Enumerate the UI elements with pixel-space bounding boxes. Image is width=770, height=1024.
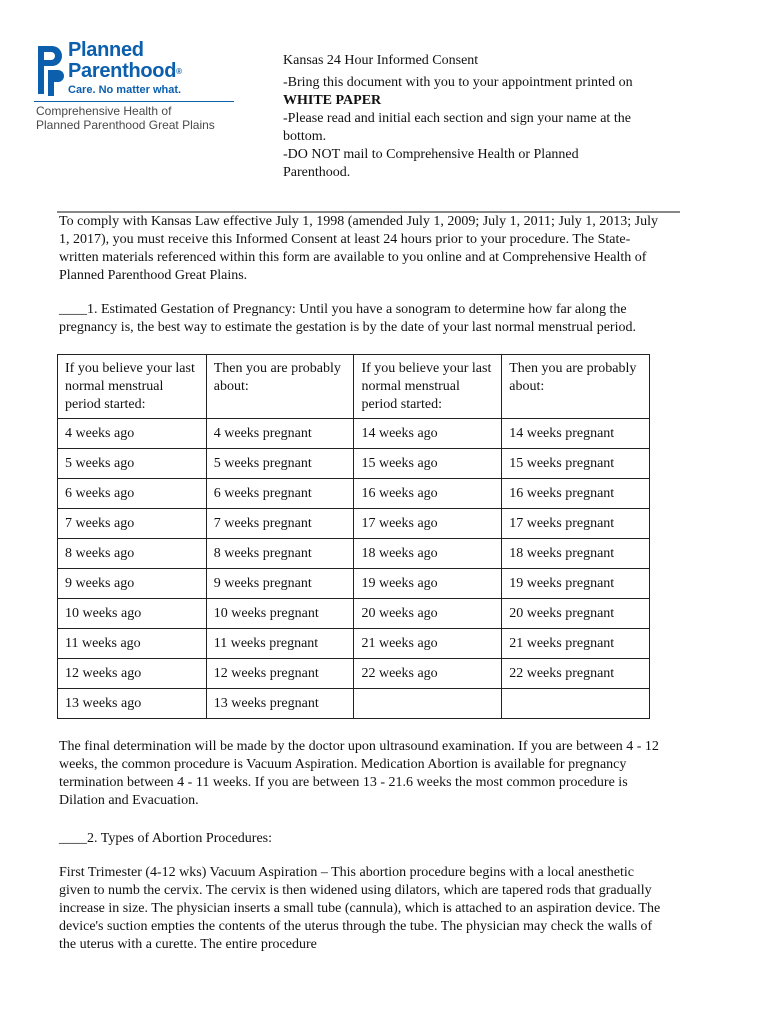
- table-cell: 8 weeks ago: [58, 539, 207, 569]
- table-cell: [502, 689, 650, 719]
- first-trimester-paragraph: First Trimester (4-12 wks) Vacuum Aspiration – This abortion procedure begins with a local anesthetic given to numb the cervix. The cervix is then widened using dilators, which are tapered rods that gradually increase in size. The physician inserts a small tube (cannula), which is attached to an aspiration device. The device's suction empties the contents of the uterus through the tube. The physician may check the walls of the uterus with a curette. The entire procedure: [59, 865, 661, 952]
- table-cell: 10 weeks pregnant: [206, 599, 354, 629]
- table-cell: 11 weeks pregnant: [206, 629, 354, 659]
- table-cell: 21 weeks pregnant: [502, 629, 650, 659]
- final-determination-paragraph: The final determination will be made by the doctor upon ultrasound examination. If you are between 4 - 12 weeks, the common procedure is Vacuum Aspiration. Medication Abortion is available for pregnancy termination between 4 - 11 weeks. If you are between 13 - 21.6 weeks the most common procedure is Dilation and Evacuation.: [59, 739, 659, 808]
- table-header-cell: If you believe your last normal menstrual period started:: [354, 355, 502, 419]
- table-cell: 12 weeks pregnant: [206, 659, 354, 689]
- table-header-cell: Then you are probably about:: [502, 355, 650, 419]
- table-cell: 18 weeks ago: [354, 539, 502, 569]
- table-header-row: [58, 355, 650, 419]
- document-title: Kansas 24 Hour Informed Consent: [283, 53, 479, 68]
- logo-line-2: Parenthood®: [68, 60, 182, 82]
- table-cell: 5 weeks ago: [58, 449, 207, 479]
- table-cell: 13 weeks ago: [58, 689, 207, 719]
- table-cell: 11 weeks ago: [58, 629, 207, 659]
- intro-paragraph: To comply with Kansas Law effective July 1, 1998 (amended July 1, 2009; July 1, 2011; July 1, 2013; July 1, 2017), you must receive this Informed Consent at least 24 hours prior to your procedure. The State-written materials referenced within this form are available to you online and at Comprehensive Health of Planned Parenthood Great Plains.: [59, 214, 659, 283]
- table-cell: 21 weeks ago: [354, 629, 502, 659]
- table-cell: 7 weeks pregnant: [206, 509, 354, 539]
- table-cell: 12 weeks ago: [58, 659, 207, 689]
- table-header-cell: If you believe your last normal menstrual period started:: [58, 355, 207, 419]
- table-cell: 22 weeks pregnant: [502, 659, 650, 689]
- table-cell: 15 weeks ago: [354, 449, 502, 479]
- planned-parenthood-logo: [34, 40, 254, 100]
- table-cell: 10 weeks ago: [58, 599, 207, 629]
- table-cell: 22 weeks ago: [354, 659, 502, 689]
- table-row: [58, 599, 650, 629]
- table-cell: 19 weeks pregnant: [502, 569, 650, 599]
- table-cell: 13 weeks pregnant: [206, 689, 354, 719]
- table-cell: 16 weeks pregnant: [502, 479, 650, 509]
- table-row: [58, 569, 650, 599]
- document-header: [283, 52, 683, 182]
- logo-subtitle: Comprehensive Health of Planned Parenthood Great Plains: [36, 104, 215, 132]
- table-cell: 15 weeks pregnant: [502, 449, 650, 479]
- table-cell: 9 weeks ago: [58, 569, 207, 599]
- table-cell: 17 weeks ago: [354, 509, 502, 539]
- table-cell: 5 weeks pregnant: [206, 449, 354, 479]
- table-cell: 6 weeks ago: [58, 479, 207, 509]
- table-cell: 14 weeks pregnant: [502, 419, 650, 449]
- table-cell: [354, 689, 502, 719]
- logo-divider: [34, 101, 234, 102]
- section-2-procedures: ____2. Types of Abortion Procedures:: [59, 831, 273, 846]
- instruction-no-mail: -DO NOT mail to Comprehensive Health or Planned Parenthood.: [283, 147, 579, 180]
- table-cell: 4 weeks pregnant: [206, 419, 354, 449]
- instruction-print-bold: WHITE PAPER: [283, 93, 382, 108]
- logo-line-1: Planned: [68, 39, 144, 61]
- table-row: [58, 479, 650, 509]
- table-cell: 18 weeks pregnant: [502, 539, 650, 569]
- table-cell: 20 weeks ago: [354, 599, 502, 629]
- table-cell: 20 weeks pregnant: [502, 599, 650, 629]
- table-cell: 6 weeks pregnant: [206, 479, 354, 509]
- table-cell: 14 weeks ago: [354, 419, 502, 449]
- table-cell: 7 weeks ago: [58, 509, 207, 539]
- planned-parenthood-mark-icon: [34, 40, 64, 100]
- table-cell: 16 weeks ago: [354, 479, 502, 509]
- table-row: [58, 629, 650, 659]
- table-row: [58, 449, 650, 479]
- table-cell: 9 weeks pregnant: [206, 569, 354, 599]
- table-header-cell: Then you are probably about:: [206, 355, 354, 419]
- table-cell: 17 weeks pregnant: [502, 509, 650, 539]
- table-cell: 19 weeks ago: [354, 569, 502, 599]
- section-1-gestation: ____1. Estimated Gestation of Pregnancy: Until you have a sonogram to determine how far along the pregnancy is, the best way to estimate the gestation is by the date of your last normal menstrual period.: [59, 302, 636, 335]
- table-row: [58, 659, 650, 689]
- table-row: [58, 689, 650, 719]
- gestation-table: [57, 354, 650, 719]
- table-row: [58, 509, 650, 539]
- table-cell: 4 weeks ago: [58, 419, 207, 449]
- table-row: [58, 419, 650, 449]
- table-row: [58, 539, 650, 569]
- logo-tagline: Care. No matter what.: [68, 84, 182, 96]
- instruction-initial: -Please read and initial each section and sign your name at the bottom.: [283, 111, 631, 144]
- instruction-print: -Bring this document with you to your appointment printed on: [283, 75, 633, 90]
- table-cell: 8 weeks pregnant: [206, 539, 354, 569]
